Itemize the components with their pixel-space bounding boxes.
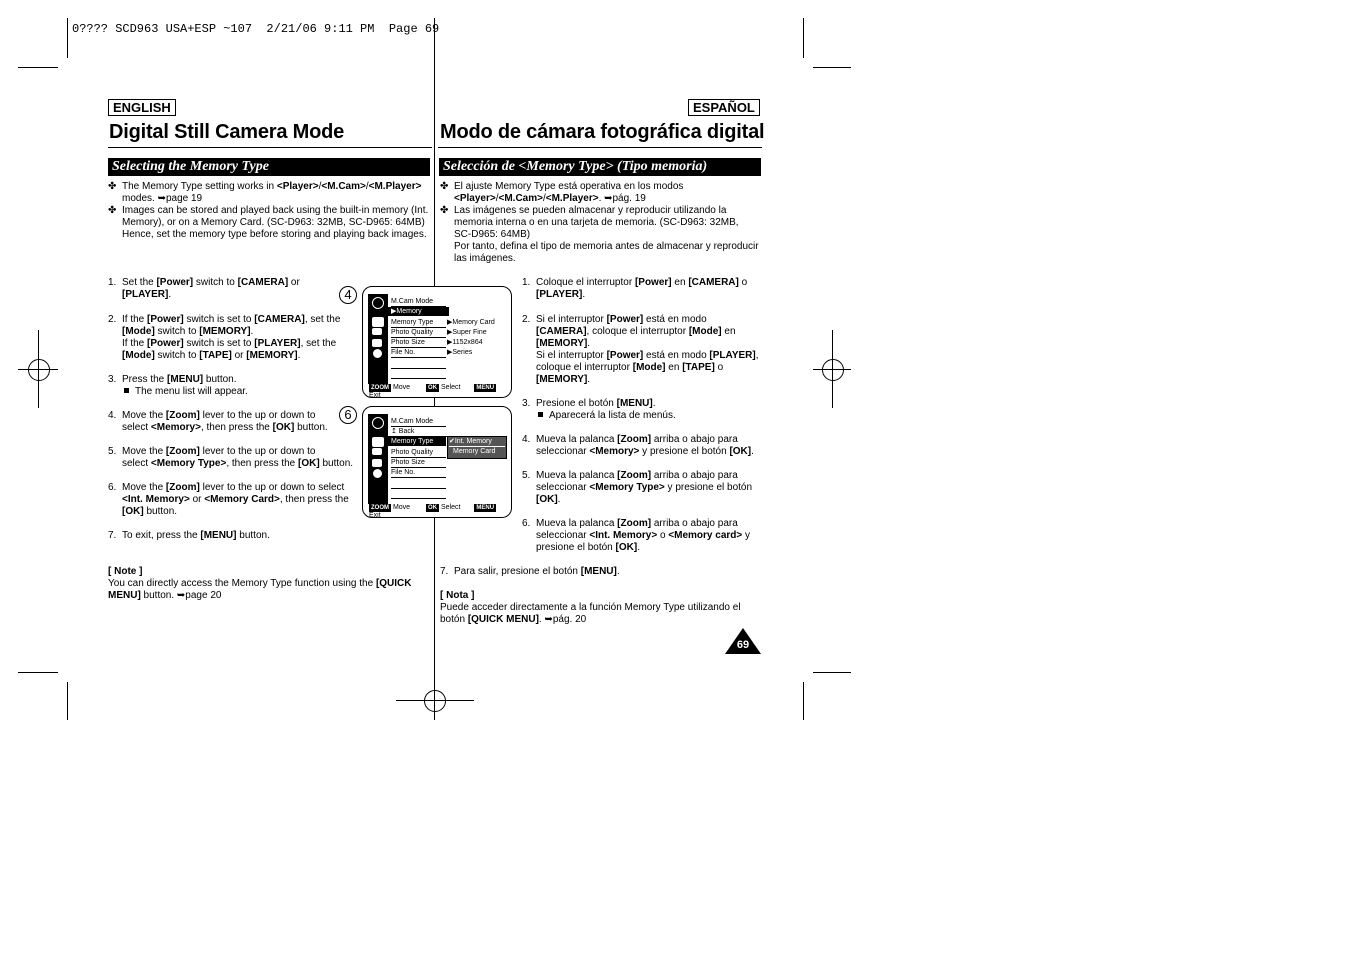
exit-label: Exit [369,512,381,519]
zoom-key: ZOOM [371,385,389,391]
menu-item-photo-quality: Photo Quality [391,448,446,458]
step-number: 2. [108,314,117,325]
step-number: 6. [108,482,117,493]
value-photo-size: ▶1152x864 [447,339,483,346]
print-slug: 0???? SCD963 USA+ESP ~107 2/21/06 9:11 PM Page 69 [72,22,440,36]
step-text: Coloque el interruptor [Power] en [CAMERA] o [PLAYER]. [536,277,748,300]
menu-item-photo-size: Photo Size [391,338,446,348]
step-number: 4. [522,434,531,445]
step-text: Mueva la palanca [Zoom] arriba o abajo para seleccionar <Memory Type> y presione el botón [OK]. [536,470,753,505]
step-number: 5. [108,446,117,457]
menu-item-back: ↥ Back [388,427,449,437]
spanish-note-text: Puede acceder directamente a la función Memory Type utilizando el botón [QUICK MENU]. ➥pág. 20 [440,602,741,625]
step-number: 3. [522,398,531,409]
move-label: Move [392,504,411,511]
menu-divider [391,368,446,369]
printer-icon [372,339,382,347]
menu-item-file-no: File No. [391,468,446,478]
menu-mode-label: M.Cam Mode [391,297,446,307]
english-title: Digital Still Camera Mode [109,121,345,143]
tape-icon [372,448,382,455]
menu-item-memory-type-selected: Memory Type [388,437,446,446]
menu-item-photo-size: Photo Size [391,458,446,468]
move-label: Move [392,384,411,391]
step-text: If the [Power] switch is set to [CAMERA], set the [Mode] switch to [MEMORY]. If the [Power] switch is set to [PLAYER], set the [Mode] switch to [TAPE] or [MEMORY]. [122,314,341,361]
select-label: Select [440,384,461,391]
exit-label: Exit [369,392,381,399]
step-number: 4. [108,410,117,421]
step-number: 5. [522,470,531,481]
menu-screen-step-6 [362,406,512,518]
memory-card-icon [372,437,384,447]
ok-key: OK [428,385,438,391]
step-text: Move the [Zoom] lever to the up or down to select <Memory>, then press the [OK] button. [122,410,328,433]
step-text: Para salir, presione el botón [MENU]. [454,566,620,577]
menu-footer [369,504,507,520]
menu-item-file-no: File No. [391,348,446,358]
spanish-bullet-1: El ajuste Memory Type está operativa en los modos <Player>/<M.Cam>/<M.Player>. ➥pág. 19 [454,181,684,204]
english-tag: ENGLISH [108,99,176,116]
menu-item-memory-selected: ▶Memory [388,307,449,316]
settings-gear-icon [373,469,382,478]
step-number: 2. [522,314,531,325]
page-number: 69 [736,639,750,651]
select-label: Select [440,504,461,511]
step-text: Si el interruptor [Power] está en modo [CAMERA], coloque el interruptor [Mode] en [MEMORY]. Si el interruptor [Power] está en modo [PLAYER], coloque el interruptor [Mode] en [TAPE] o [MEMORY]. [536,314,759,385]
camera-icon [372,417,384,429]
step-text: Mueva la palanca [Zoom] arriba o abajo para seleccionar <Int. Memory> o <Memory card> y presione el botón [OK]. [536,518,751,553]
step-4-marker: 4 [339,286,357,304]
menu-divider [391,378,446,379]
spanish-bullet-2: Las imágenes se pueden almacenar y reproducir utilizando la memoria interna o en una tarjeta de memoria. (SC-D963: 32MB, SC-D965: 64MB) Por tanto, defina el tipo de memoria antes de almacenar y reproducir las imágenes. [454,205,759,264]
tape-icon [372,328,382,335]
step-6-marker: 6 [339,406,357,424]
value-photo-quality: ▶Super Fine [447,329,487,336]
step-number: 7. [440,566,449,577]
step-text: Mueva la palanca [Zoom] arriba o abajo para seleccionar <Memory> y presione el botón [OK]. [536,434,754,457]
spanish-note-title: [ Nota ] [440,590,475,601]
step-number: 7. [108,530,117,541]
value-file-no: ▶Series [447,349,473,356]
option-int-memory: ✔Int. Memory [449,437,505,447]
camera-icon [372,297,384,309]
step-text: Move the [Zoom] lever to the up or down to select <Int. Memory> or <Memory Card>, then press the [OK] button. [122,482,349,517]
step-text: Presione el botón [MENU]. Aparecerá la lista de menús. [536,398,676,421]
zoom-key: ZOOM [371,505,389,511]
english-note-title: [ Note ] [108,566,143,577]
step-number: 6. [522,518,531,529]
menu-item-memory-type: Memory Type [391,318,446,328]
english-bullet-1: The Memory Type setting works in <Player>/<M.Cam>/<M.Player> modes. ➥page 19 [122,181,422,204]
spanish-section-bar: Selección de <Memory Type> (Tipo memoria) [439,158,761,176]
memory-card-icon [372,317,384,327]
english-section-bar: Selecting the Memory Type [108,158,430,176]
bullet-marker: ✤ [108,205,117,216]
settings-gear-icon [373,349,382,358]
bullet-marker: ✤ [440,181,449,192]
menu-key: MENU [476,385,495,391]
ok-key: OK [428,505,438,511]
value-memory-type: ▶Memory Card [447,319,495,326]
menu-key: MENU [476,505,495,511]
bullet-marker: ✤ [440,205,449,216]
menu-divider [391,488,446,489]
english-note-text: You can directly access the Memory Type function using the [QUICK MENU] button. ➥page 20 [108,578,412,601]
step-text: Set the [Power] switch to [CAMERA] or [PLAYER]. [122,277,300,300]
step-number: 1. [108,277,117,288]
spanish-title-rule [438,147,762,148]
english-bullet-2: Images can be stored and played back using the built-in memory (Int. Memory), or on a Memory Card. (SC-D963: 32MB, SC-D965: 64MB) Hence, set the memory type before storing and playing back images. [122,205,429,240]
step-number: 1. [522,277,531,288]
menu-footer [369,384,507,400]
menu-item-photo-quality: Photo Quality [391,328,446,338]
step-text: Move the [Zoom] lever to the up or down to select <Memory Type>, then press the [OK] button. [122,446,354,469]
option-memory-card: Memory Card [453,448,496,455]
english-title-rule [108,147,432,148]
menu-mode-label: M.Cam Mode [391,417,446,427]
bullet-marker: ✤ [108,181,117,192]
menu-screen-step-4 [362,286,512,398]
menu-divider [391,498,446,499]
spanish-title: Modo de cámara fotográfica digital [440,121,765,143]
spanish-tag: ESPAÑOL [688,99,760,116]
step-text: Press the [MENU] button. The menu list will appear. [122,374,248,397]
printer-icon [372,459,382,467]
step-text: To exit, press the [MENU] button. [122,530,270,541]
step-number: 3. [108,374,117,385]
